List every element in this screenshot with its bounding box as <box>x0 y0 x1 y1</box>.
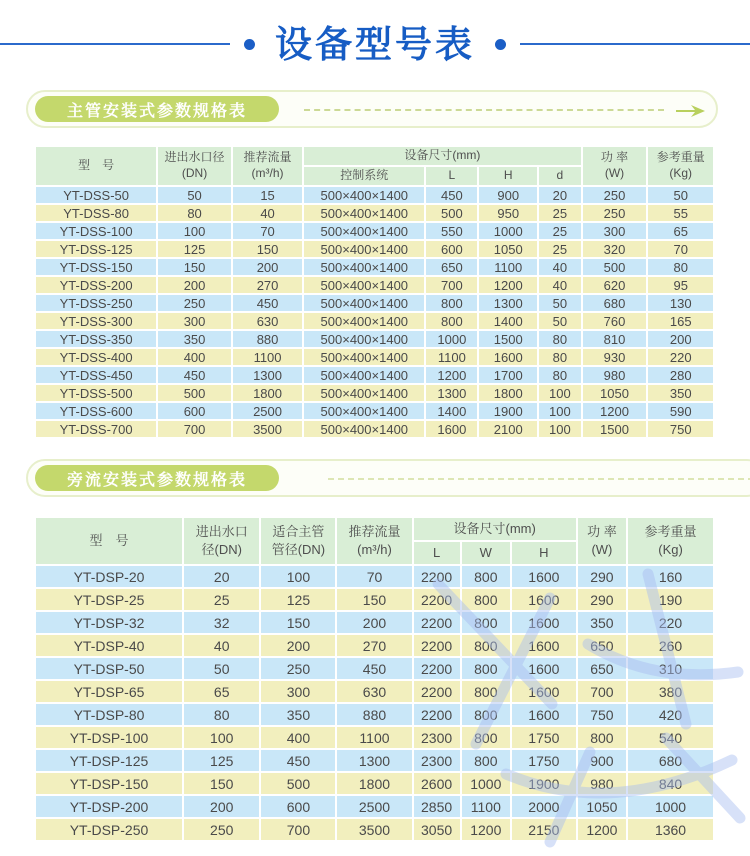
table-cell: 800 <box>461 634 511 657</box>
title-bar <box>0 16 750 72</box>
table-cell: 500 <box>425 204 478 222</box>
table-cell: 500×400×1400 <box>303 240 425 258</box>
table-row <box>35 366 714 384</box>
table-row <box>35 588 714 611</box>
table-cell: 1750 <box>511 726 577 749</box>
table-cell: 70 <box>232 222 303 240</box>
table-cell: 630 <box>232 312 303 330</box>
section2-banner <box>26 459 750 497</box>
table-cell: 2200 <box>413 634 461 657</box>
table-cell: 880 <box>232 330 303 348</box>
table-cell: 160 <box>627 565 714 588</box>
table-row <box>35 611 714 634</box>
table-cell: 700 <box>425 276 478 294</box>
table-cell: 1300 <box>425 384 478 402</box>
table-cell: 800 <box>461 726 511 749</box>
col-dim-d: d <box>538 166 581 186</box>
bypass-spec-table <box>34 516 715 842</box>
table-cell: 500×400×1400 <box>303 258 425 276</box>
col-dim-h: H <box>511 541 577 565</box>
table-cell: 650 <box>425 258 478 276</box>
col-control-system: 控制系统 <box>303 166 425 186</box>
table-cell: 250 <box>260 657 336 680</box>
table-cell: 1000 <box>425 330 478 348</box>
table-cell: 1700 <box>478 366 538 384</box>
table-cell: YT-DSP-65 <box>35 680 183 703</box>
table1-header <box>35 146 714 186</box>
table-cell: 380 <box>627 680 714 703</box>
table-cell: 50 <box>157 186 232 204</box>
table-cell: 290 <box>577 565 627 588</box>
table-cell: 1600 <box>511 565 577 588</box>
table-cell: YT-DSS-600 <box>35 402 157 420</box>
table-cell: 150 <box>336 588 412 611</box>
table-cell: 1200 <box>478 276 538 294</box>
table-cell: YT-DSP-80 <box>35 703 183 726</box>
table-cell: 2300 <box>413 726 461 749</box>
table-cell: 2300 <box>413 749 461 772</box>
table-cell: 800 <box>461 703 511 726</box>
col-dim-w: W <box>461 541 511 565</box>
table-cell: 450 <box>232 294 303 312</box>
table-cell: 150 <box>183 772 260 795</box>
table-cell: 40 <box>183 634 260 657</box>
table-cell: 750 <box>577 703 627 726</box>
col-dim-l: L <box>425 166 478 186</box>
table-cell: 20 <box>183 565 260 588</box>
table-cell: YT-DSP-250 <box>35 818 183 841</box>
table-cell: 2200 <box>413 588 461 611</box>
table-cell: 1800 <box>336 772 412 795</box>
table-row <box>35 348 714 366</box>
table-cell: 500×400×1400 <box>303 348 425 366</box>
table-cell: 500×400×1400 <box>303 366 425 384</box>
table-row <box>35 634 714 657</box>
table-cell: 500×400×1400 <box>303 420 425 438</box>
table-row <box>35 402 714 420</box>
section2-banner-label: 旁流安装式参数规格表 <box>35 465 279 491</box>
table-cell: 40 <box>538 258 581 276</box>
table-cell: 125 <box>183 749 260 772</box>
table-cell: 350 <box>647 384 714 402</box>
col-ref-weight: 参考重量 (Kg) <box>627 517 714 565</box>
table-cell: 1500 <box>582 420 648 438</box>
table-cell: YT-DSS-400 <box>35 348 157 366</box>
table-cell: YT-DSS-50 <box>35 186 157 204</box>
table-cell: 32 <box>183 611 260 634</box>
table-cell: 40 <box>232 204 303 222</box>
table-cell: 880 <box>336 703 412 726</box>
table-cell: 290 <box>577 588 627 611</box>
table-cell: 200 <box>183 795 260 818</box>
table-cell: 15 <box>232 186 303 204</box>
table-cell: 620 <box>582 276 648 294</box>
table-cell: 2000 <box>511 795 577 818</box>
section1-banner <box>26 90 718 128</box>
table-cell: 500×400×1400 <box>303 222 425 240</box>
table-cell: 1000 <box>627 795 714 818</box>
table-cell: 800 <box>425 294 478 312</box>
table-cell: 100 <box>260 565 336 588</box>
table-cell: 1100 <box>425 348 478 366</box>
table-row <box>35 657 714 680</box>
table-cell: 1200 <box>425 366 478 384</box>
table-cell: 1200 <box>461 818 511 841</box>
table-cell: 600 <box>425 240 478 258</box>
table-cell: 750 <box>647 420 714 438</box>
table-cell: 680 <box>582 294 648 312</box>
table-cell: 2200 <box>413 703 461 726</box>
table-cell: YT-DSS-450 <box>35 366 157 384</box>
table1-body <box>35 186 714 438</box>
table-cell: 700 <box>260 818 336 841</box>
table-cell: 2200 <box>413 611 461 634</box>
col-recommended-flow: 推荐流量 (m³/h) <box>336 517 412 565</box>
table-cell: 1300 <box>478 294 538 312</box>
table-cell: 1050 <box>582 384 648 402</box>
col-group-equipment-size: 设备尺寸(mm) <box>413 517 577 541</box>
table-cell: 1600 <box>511 703 577 726</box>
table-cell: 3050 <box>413 818 461 841</box>
table-cell: 95 <box>647 276 714 294</box>
table-cell: 250 <box>157 294 232 312</box>
table-cell: 500 <box>260 772 336 795</box>
table-cell: 1300 <box>232 366 303 384</box>
table-cell: 20 <box>538 186 581 204</box>
table-cell: 1800 <box>478 384 538 402</box>
table-cell: 1300 <box>336 749 412 772</box>
table-cell: 2150 <box>511 818 577 841</box>
title-dot-left <box>244 39 255 50</box>
section1-banner-line <box>304 109 664 111</box>
table-cell: 1100 <box>478 258 538 276</box>
table-cell: 250 <box>582 204 648 222</box>
table-cell: YT-DSP-40 <box>35 634 183 657</box>
table-cell: 600 <box>260 795 336 818</box>
table-cell: 220 <box>627 611 714 634</box>
table-cell: 500×400×1400 <box>303 384 425 402</box>
table-cell: 350 <box>157 330 232 348</box>
table-cell: 55 <box>647 204 714 222</box>
table-cell: 590 <box>647 402 714 420</box>
table-cell: 1500 <box>478 330 538 348</box>
table-cell: YT-DSS-350 <box>35 330 157 348</box>
table-cell: 125 <box>157 240 232 258</box>
table-cell: 760 <box>582 312 648 330</box>
table-cell: YT-DSP-150 <box>35 772 183 795</box>
table-cell: YT-DSP-20 <box>35 565 183 588</box>
table-cell: 3500 <box>336 818 412 841</box>
col-inlet-dn: 进出水口径 (DN) <box>157 146 232 186</box>
table-cell: YT-DSS-500 <box>35 384 157 402</box>
table-row <box>35 565 714 588</box>
page-title: 设备型号表 <box>275 23 475 65</box>
col-recommended-flow: 推荐流量 (m³/h) <box>232 146 303 186</box>
table-cell: 1600 <box>425 420 478 438</box>
table-cell: 980 <box>582 366 648 384</box>
table-cell: 50 <box>538 294 581 312</box>
col-dim-h: H <box>478 166 538 186</box>
table-cell: 350 <box>577 611 627 634</box>
table-cell: 250 <box>582 186 648 204</box>
table-row <box>35 204 714 222</box>
table-cell: 450 <box>425 186 478 204</box>
table-row <box>35 240 714 258</box>
table-cell: YT-DSP-32 <box>35 611 183 634</box>
table-cell: 700 <box>577 680 627 703</box>
table-cell: 200 <box>232 258 303 276</box>
table-cell: 650 <box>577 657 627 680</box>
section1-banner-label: 主管安装式参数规格表 <box>35 96 279 122</box>
table-cell: 1600 <box>478 348 538 366</box>
table-cell: YT-DSS-700 <box>35 420 157 438</box>
table-cell: 700 <box>157 420 232 438</box>
table-cell: 1600 <box>511 588 577 611</box>
table-cell: 1050 <box>478 240 538 258</box>
table-row <box>35 384 714 402</box>
table-cell: 1000 <box>461 772 511 795</box>
table-row <box>35 680 714 703</box>
table-cell: 25 <box>538 240 581 258</box>
table-cell: 270 <box>232 276 303 294</box>
table-cell: 50 <box>183 657 260 680</box>
table-cell: 810 <box>582 330 648 348</box>
table-cell: 300 <box>157 312 232 330</box>
table-cell: 250 <box>183 818 260 841</box>
table-cell: 1100 <box>461 795 511 818</box>
table-cell: 400 <box>157 348 232 366</box>
table-cell: 80 <box>647 258 714 276</box>
table-row <box>35 703 714 726</box>
table-cell: 80 <box>538 366 581 384</box>
table-cell: 100 <box>538 384 581 402</box>
col-group-equipment-size: 设备尺寸(mm) <box>303 146 581 166</box>
table-cell: 800 <box>461 588 511 611</box>
col-inlet-dn: 进出水口 径(DN) <box>183 517 260 565</box>
table-cell: 450 <box>336 657 412 680</box>
table-cell: 650 <box>577 634 627 657</box>
table-cell: 1800 <box>232 384 303 402</box>
table-row <box>35 330 714 348</box>
table-cell: 300 <box>260 680 336 703</box>
table-cell: 500 <box>157 384 232 402</box>
table-cell: YT-DSS-150 <box>35 258 157 276</box>
table-row <box>35 772 714 795</box>
table-row <box>35 726 714 749</box>
table-cell: 2500 <box>336 795 412 818</box>
table-cell: 540 <box>627 726 714 749</box>
table-row <box>35 276 714 294</box>
table-cell: YT-DSP-200 <box>35 795 183 818</box>
table-row <box>35 294 714 312</box>
table-cell: 65 <box>647 222 714 240</box>
table-cell: 500×400×1400 <box>303 402 425 420</box>
table-cell: 320 <box>582 240 648 258</box>
table-cell: YT-DSP-125 <box>35 749 183 772</box>
plane-arrow-icon <box>674 99 706 123</box>
table-cell: 500×400×1400 <box>303 330 425 348</box>
table-cell: 800 <box>461 749 511 772</box>
table-cell: 980 <box>577 772 627 795</box>
table-cell: 1050 <box>577 795 627 818</box>
col-model: 型 号 <box>35 517 183 565</box>
table-cell: 2100 <box>478 420 538 438</box>
table-cell: 80 <box>538 348 581 366</box>
table-cell: 680 <box>627 749 714 772</box>
table-cell: 40 <box>538 276 581 294</box>
table-cell: 1600 <box>511 680 577 703</box>
table-cell: 100 <box>157 222 232 240</box>
table-cell: 2850 <box>413 795 461 818</box>
table-row <box>35 186 714 204</box>
table-cell: YT-DSS-100 <box>35 222 157 240</box>
table-cell: 630 <box>336 680 412 703</box>
table-cell: 150 <box>260 611 336 634</box>
table-cell: 70 <box>336 565 412 588</box>
col-model: 型 号 <box>35 146 157 186</box>
table-cell: 310 <box>627 657 714 680</box>
table-cell: 500×400×1400 <box>303 312 425 330</box>
table-cell: 450 <box>157 366 232 384</box>
table-cell: YT-DSP-100 <box>35 726 183 749</box>
table-cell: 1750 <box>511 749 577 772</box>
table-cell: 930 <box>582 348 648 366</box>
table-cell: 500 <box>582 258 648 276</box>
table-cell: 130 <box>647 294 714 312</box>
table2-body <box>35 565 714 841</box>
table-cell: 500×400×1400 <box>303 276 425 294</box>
table-cell: 1400 <box>425 402 478 420</box>
title-divider-right <box>520 43 750 45</box>
section2-banner-line <box>328 478 750 480</box>
title-divider-left <box>0 43 230 45</box>
table-cell: 1200 <box>582 402 648 420</box>
table-cell: 3500 <box>232 420 303 438</box>
table-cell: 350 <box>260 703 336 726</box>
table-cell: 900 <box>478 186 538 204</box>
table-cell: 800 <box>425 312 478 330</box>
table-cell: 25 <box>538 222 581 240</box>
table-cell: 2600 <box>413 772 461 795</box>
col-ref-weight: 参考重量 (Kg) <box>647 146 714 186</box>
table-cell: 800 <box>577 726 627 749</box>
table-cell: YT-DSS-250 <box>35 294 157 312</box>
table-cell: 450 <box>260 749 336 772</box>
table-cell: 800 <box>461 680 511 703</box>
table-cell: 800 <box>461 657 511 680</box>
table-cell: 950 <box>478 204 538 222</box>
table-cell: 190 <box>627 588 714 611</box>
table-cell: YT-DSS-80 <box>35 204 157 222</box>
table-cell: 70 <box>647 240 714 258</box>
table-cell: 2200 <box>413 565 461 588</box>
table-cell: YT-DSS-200 <box>35 276 157 294</box>
table-cell: 80 <box>183 703 260 726</box>
table-cell: 2500 <box>232 402 303 420</box>
table-cell: 1100 <box>232 348 303 366</box>
table-cell: 80 <box>538 330 581 348</box>
table-row <box>35 749 714 772</box>
table-cell: 500×400×1400 <box>303 294 425 312</box>
table-cell: 1100 <box>336 726 412 749</box>
table-cell: 100 <box>538 402 581 420</box>
table-cell: 550 <box>425 222 478 240</box>
table-cell: 1200 <box>577 818 627 841</box>
table-cell: 200 <box>157 276 232 294</box>
table-cell: 80 <box>157 204 232 222</box>
table-cell: 200 <box>647 330 714 348</box>
col-dim-l: L <box>413 541 461 565</box>
table-cell: 2200 <box>413 680 461 703</box>
table-cell: YT-DSP-25 <box>35 588 183 611</box>
col-main-pipe-dn: 适合主管 管径(DN) <box>260 517 336 565</box>
table-cell: 25 <box>538 204 581 222</box>
table-cell: YT-DSP-50 <box>35 657 183 680</box>
title-dot-right <box>495 39 506 50</box>
table-cell: 600 <box>157 402 232 420</box>
table-cell: 2200 <box>413 657 461 680</box>
table-cell: 800 <box>461 565 511 588</box>
table-cell: 125 <box>260 588 336 611</box>
table-cell: YT-DSS-300 <box>35 312 157 330</box>
table-cell: 65 <box>183 680 260 703</box>
table-cell: 1000 <box>478 222 538 240</box>
table-cell: 50 <box>538 312 581 330</box>
table-cell: 1400 <box>478 312 538 330</box>
table-row <box>35 420 714 438</box>
table-cell: 100 <box>183 726 260 749</box>
main-pipe-spec-table <box>34 145 715 439</box>
col-power: 功 率 (W) <box>577 517 627 565</box>
table-cell: 100 <box>538 420 581 438</box>
table-cell: 165 <box>647 312 714 330</box>
table-cell: 500×400×1400 <box>303 204 425 222</box>
table-cell: 500×400×1400 <box>303 186 425 204</box>
table-cell: 270 <box>336 634 412 657</box>
table-cell: 400 <box>260 726 336 749</box>
table-cell: 200 <box>260 634 336 657</box>
table-row <box>35 222 714 240</box>
table-cell: 900 <box>577 749 627 772</box>
table-cell: 420 <box>627 703 714 726</box>
table-cell: 1900 <box>511 772 577 795</box>
table-cell: YT-DSS-125 <box>35 240 157 258</box>
table-cell: 25 <box>183 588 260 611</box>
table-cell: 300 <box>582 222 648 240</box>
table-cell: 220 <box>647 348 714 366</box>
table-cell: 260 <box>627 634 714 657</box>
table-cell: 1900 <box>478 402 538 420</box>
table-cell: 800 <box>461 611 511 634</box>
table-row <box>35 818 714 841</box>
table-cell: 150 <box>157 258 232 276</box>
table2-header <box>35 517 714 565</box>
table-cell: 1360 <box>627 818 714 841</box>
table-cell: 1600 <box>511 611 577 634</box>
table-cell: 840 <box>627 772 714 795</box>
table-cell: 1600 <box>511 657 577 680</box>
table-cell: 280 <box>647 366 714 384</box>
table-row <box>35 795 714 818</box>
table-cell: 200 <box>336 611 412 634</box>
table-row <box>35 312 714 330</box>
table-row <box>35 258 714 276</box>
table-cell: 150 <box>232 240 303 258</box>
table-cell: 50 <box>647 186 714 204</box>
col-power: 功 率 (W) <box>582 146 648 186</box>
table-cell: 1600 <box>511 634 577 657</box>
